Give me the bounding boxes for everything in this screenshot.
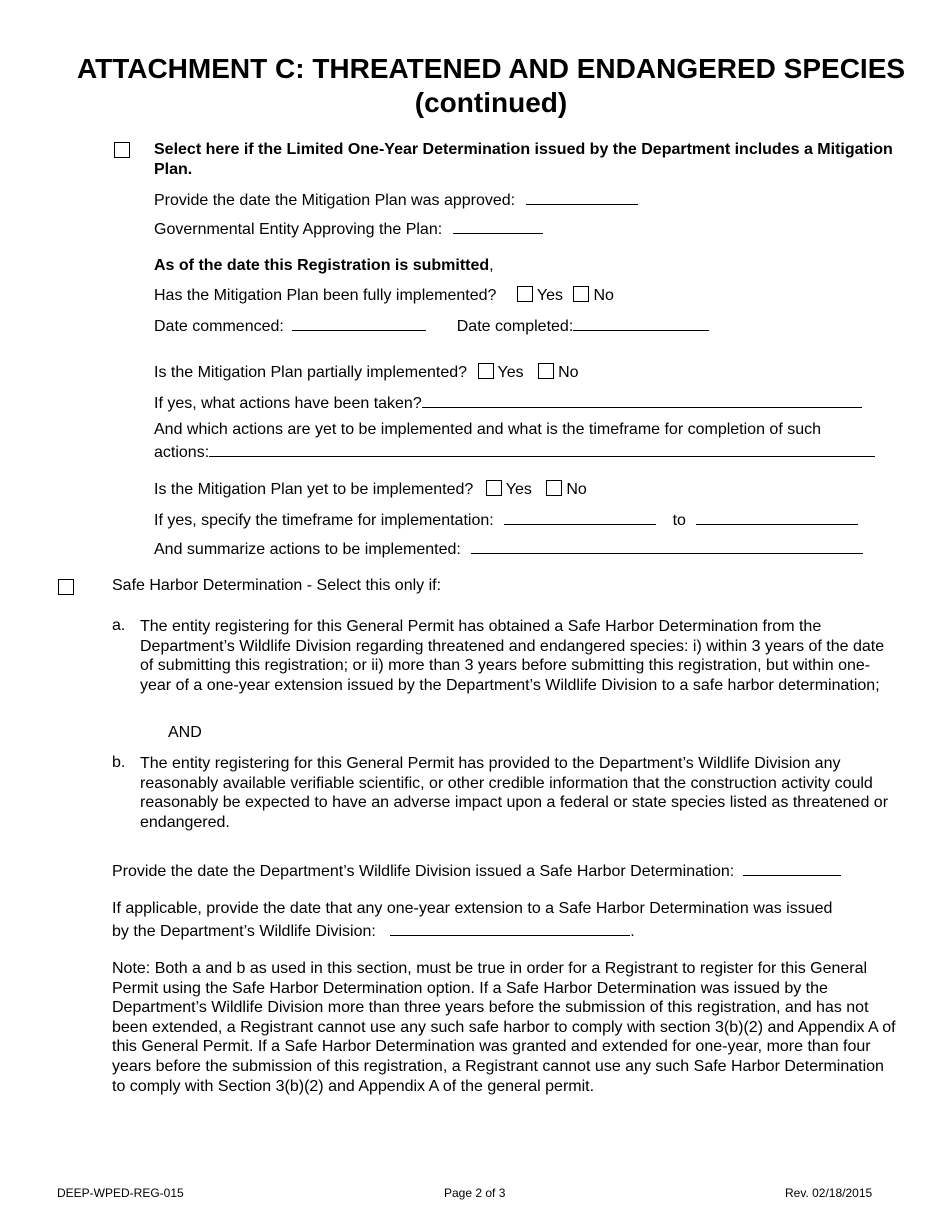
date-approved-label: Provide the date the Mitigation Plan was approved: xyxy=(154,192,516,209)
date-issued-field[interactable] xyxy=(743,860,841,876)
page-title xyxy=(0,52,950,120)
fully-implemented-question: Has the Mitigation Plan been fully implemented? xyxy=(154,287,497,304)
date-approved-row xyxy=(154,189,638,210)
extension-label: by the Department’s Wildlife Division: xyxy=(112,923,376,940)
extension-period: . xyxy=(630,923,635,940)
date-completed-label: Date completed: xyxy=(456,318,574,335)
date-approved-field[interactable] xyxy=(526,189,638,205)
extension-row xyxy=(112,920,635,941)
fully-implemented-yes-label: Yes xyxy=(536,287,563,304)
partially-yes-label: Yes xyxy=(497,364,524,381)
item-a-marker: a. xyxy=(112,617,126,634)
yet-implemented-question: Is the Mitigation Plan yet to be implemented? xyxy=(154,481,474,498)
date-issued-label: Provide the date the Department’s Wildlife Division issued a Safe Harbor Determination: xyxy=(112,863,735,880)
partially-implemented-question: Is the Mitigation Plan partially implemented? xyxy=(154,364,468,381)
extension-date-field[interactable] xyxy=(390,920,630,936)
timeframe-label: If yes, specify the timeframe for implementation: xyxy=(154,512,494,529)
dates-row xyxy=(154,315,709,336)
title-line-2: (continued) xyxy=(414,87,568,118)
yet-actions-field[interactable] xyxy=(209,441,875,457)
yet-no-checkbox[interactable] xyxy=(546,480,562,496)
as-of-comma: , xyxy=(489,257,494,274)
date-issued-row xyxy=(112,860,841,881)
footer-form-id: DEEP-WPED-REG-015 xyxy=(57,1186,184,1200)
extension-line-1: If applicable, provide the date that any one-year extension to a Safe Harbor Determination was issued xyxy=(112,900,833,917)
entity-row xyxy=(154,218,543,239)
actions-taken-row xyxy=(154,392,862,413)
yet-yes-checkbox[interactable] xyxy=(486,480,502,496)
fully-implemented-yes-checkbox[interactable] xyxy=(517,286,533,302)
yet-actions-row xyxy=(154,441,875,462)
date-completed-field[interactable] xyxy=(573,315,709,331)
yet-no-label: No xyxy=(566,481,587,498)
item-b-marker: b. xyxy=(112,754,126,771)
and-text: AND xyxy=(168,724,202,741)
actions-taken-field[interactable] xyxy=(422,392,862,408)
safe-harbor-select-text: Safe Harbor Determination - Select this only if: xyxy=(112,577,442,594)
summarize-label: And summarize actions to be implemented: xyxy=(154,541,461,558)
yet-implemented-row xyxy=(154,480,587,499)
fully-implemented-row xyxy=(154,286,614,305)
timeframe-end-field[interactable] xyxy=(696,509,858,525)
footer-page-number: Page 2 of 3 xyxy=(444,1186,506,1200)
title-line-1: ATTACHMENT C: THREATENED AND ENDANGERED SPECIES xyxy=(76,53,906,84)
partially-implemented-row xyxy=(154,363,579,382)
summarize-row xyxy=(154,538,863,559)
yet-yes-label: Yes xyxy=(505,481,532,498)
entity-label: Governmental Entity Approving the Plan: xyxy=(154,221,443,238)
date-commenced-label: Date commenced: xyxy=(154,318,284,335)
partially-yes-checkbox[interactable] xyxy=(478,363,494,379)
entity-field[interactable] xyxy=(453,218,543,234)
timeframe-row xyxy=(154,509,858,530)
footer-revision: Rev. 02/18/2015 xyxy=(785,1186,873,1200)
partially-no-label: No xyxy=(558,364,579,381)
fully-implemented-no-label: No xyxy=(593,287,614,304)
note-text: Note: Both a and b as used in this section, must be true in order for a Registrant to register for this General Permit using the Safe Harbor Determination option. If a Safe Harbor Determination was issued by the Department’s Wildlife Division more than three years before the submission of this registration, and has not been extended, a Registrant cannot use any such safe harbor to comply with section 3(b)(2) and Appendix A of this General Permit. If a Safe Harbor Determination was granted and extended for one-year, more than four years before the submission of this registration, a Registrant cannot use any such Safe Harbor Determination to comply with Section 3(b)(2) and Appendix A of the general permit. xyxy=(112,960,896,1095)
date-commenced-field[interactable] xyxy=(292,315,426,331)
mitigation-plan-checkbox[interactable] xyxy=(114,142,130,158)
actions-taken-label: If yes, what actions have been taken? xyxy=(154,395,422,412)
partially-no-checkbox[interactable] xyxy=(538,363,554,379)
item-a-text: The entity registering for this General Permit has obtained a Safe Harbor Determination from the Department’s Wildlife Division regarding threatened and endangered species: i) within 3 years of the date of submitting this registration; or ii) more than 3 years before submitting this registration, but within one-year of a one-year extension issued by the Department’s Wildlife Division to a safe harbor determination; xyxy=(140,618,885,694)
mitigation-plan-select-text: Select here if the Limited One-Year Determination issued by the Department includes a Mitigation Plan. xyxy=(154,141,893,178)
as-of-bold: As of the date this Registration is submitted xyxy=(154,257,490,274)
yet-actions-line-1: And which actions are yet to be implemented and what is the timeframe for completion of such xyxy=(154,421,822,438)
timeframe-start-field[interactable] xyxy=(504,509,656,525)
timeframe-to-label: to xyxy=(672,512,686,529)
summarize-field[interactable] xyxy=(471,538,863,554)
fully-implemented-no-checkbox[interactable] xyxy=(573,286,589,302)
item-b-text: The entity registering for this General Permit has provided to the Department’s Wildlife Division any reasonably available verifiable scientific, or other credible information that the construction activity could reasonably be expected to have an adverse impact upon a federal or state species listed as threatened or endangered. xyxy=(140,755,889,831)
yet-actions-label: actions: xyxy=(154,444,210,461)
safe-harbor-checkbox[interactable] xyxy=(58,579,74,595)
as-of-heading xyxy=(154,257,494,275)
